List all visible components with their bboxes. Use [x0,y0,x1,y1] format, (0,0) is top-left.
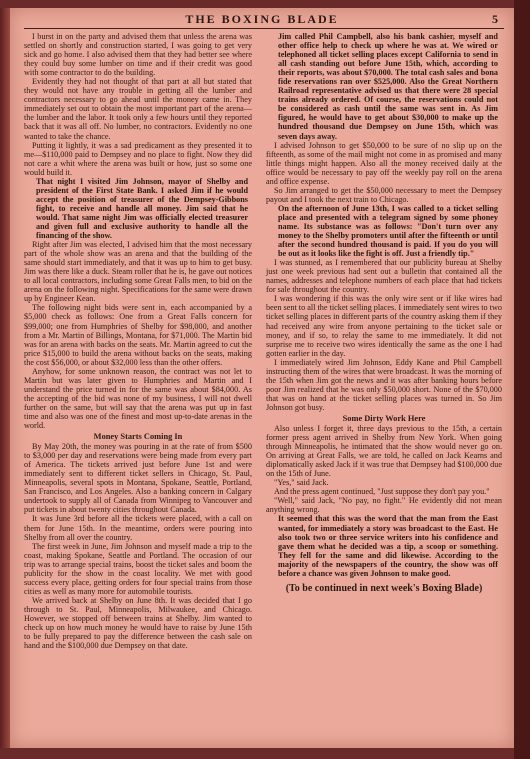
article-paragraph: Right after Jim was elected, I advised him that the most necessary part of the whole show was an arena and that the building of the same should start immediately, and that it was up to him to get busy. Jim was there like a duck. Steam roller that he is, he gave out notices to all local contractors, including some Great Falls men, to bid on the arena on the following night. Specifications for the same were drawn up by Engineer Kean. [24,240,252,304]
article-paragraph: And the press agent continued, "Just suppose they don't pay you." [274,487,490,497]
article-paragraph: I immediately wired Jim Johnson, Eddy Kane and Phil Campbell instructing them of the wires that were broadcast. It was the morning of the 15th when Jim got the news and it was after banking hours before poor Jim realized that he was only $50,000 short. None of the $70,000 that was on hand at the ticket selling places was turned in. So Jim Johnson got busy. [266,357,502,412]
binding-spine [0,8,10,748]
article-paragraph: It seemed that this was the word that the man from the East wanted, for immediately a story was broadcast to the East. He also took two or three service writers into his confidence and gave them what he decided was a tip, a scoop or something. They fell for the same and did likewise. According to the majority of the newspapers of the country, the show was off before a chance was given Johnson to make good. [278,514,498,578]
running-head: THE BOXING BLADE [185,12,339,26]
article-paragraph: That night I visited Jim Johnson, mayor of Shelby and president of the First State Bank. I asked Jim if he would accept the position of treasurer of the Dempsey-Gibbons fight, to receive and handle all money. Jim said that he would. That same night Jim was officially elected treasurer and given full and exclusive authority to handle all the financing of the show. [36,176,248,241]
section-subhead: Money Starts Coming In [93,432,183,442]
article-paragraph: I burst in on the party and advised them that unless the arena was settled on shortly and construction started, I was going to get very sick and go home. I also advised them that they had better see where they could buy some lumber on time and if their credit was good with some contractor to do the building. [24,32,252,78]
continued-note: (To be continued in next week's Boxing Blade) [285,582,483,594]
article-paragraph: The first week in June, Jim Johnson and myself made a trip to the coast, making Spokane, Seattle and Portland. The occasion of our trip was to arrange special trains, boost the ticket sales and boom the publicity for the show in the coast locality. We met with good success every place, getting orders for four special trains from those cities as well as many more for automobile tourists. [24,541,252,596]
article-paragraph: So Jim arranged to get the $50,000 necessary to meet the Dempsey payout and I took the next train to Chicago. [266,185,502,204]
article-paragraph: By May 20th, the money was pouring in at the rate of from $500 to $3,000 per day and reservations were being made from every part of America. The tickets arrived just before June 1st and were immediately sent to different ticket sellers in Chicago, St. Paul, Minneapolis, several spots in Montana, Spokane, Seattle, Portland, San Francisco, and Los Angeles. Also a banking concern in Calgary undertook to supply all of Canada from Winnipeg to Vancouver and put tickets in about twenty cities throughout Canada. [24,442,252,515]
page-number: 5 [492,12,498,26]
article-paragraph: It was June 3rd before all the tickets were placed, with a call on them for June 15th. In the meantime, orders were pouring into Shelby from all over the country. [24,514,252,542]
left-column [24,32,252,650]
article-paragraph: Also unless I forget it, three days previous to the 15th, a certain former press agent arrived in Shelby from New York. When going through Minneapolis, he intimated that the show would never go on. On arriving at Great Falls, we are told, he called on Jack Kearns and diplomatically asked Jack if it was true that Dempsey had $100,000 due on the 15th of June. [266,424,502,479]
article-paragraph: "Yes," said Jack. [274,478,329,488]
article-paragraph: I advised Johnson to get $50,000 to be sure of no slip up on the fifteenth, as some of the mail might not come in as promised and many little things might happen. Also all the money received daily at the office would be necessary to pay off the weekly pay roll on the arena and office expense. [266,140,502,186]
article-paragraph: Evidently they had not thought of that part at all but stated that they would not have any trouble in getting all the lumber and contractors necessary to go ahead until the money came in. They immediately set out to obtain the most important part of the arena—the lumber and the labor. It took only a few hours until they reported back that it was all off. No lumber, no contractors. Evidently no one wanted to take the chance. [24,77,252,141]
article-paragraph: Anyhow, for some unknown reason, the contract was not let to Martin but was later given to Humphries and Martin and I understand the price turned in for the same was about $84,000. As the accepting of the bid was none of my business, I will not dwell further on the same, but will say that the arena was put up in fast time and also was one of the finest and most up-to-date arenas in the world. [24,366,252,431]
article-paragraph: We arrived back at Shelby on June 8th. It was decided that I go through to St. Paul, Minneapolis, Milwaukee, and Chicago. However, we stopped off between trains at Shelby. Jim wanted to check up on how much money he would have to raise by June 15th to be fully prepared to pay the difference between the cash sale on hand and the $100,000 due Dempsey on that date. [24,595,252,651]
next-page-edge [514,0,530,759]
article-paragraph: Putting it lightly, it was a sad predicament as they presented it to me—$110,000 paid to Dempsey and no place to fight. Now they did not care a whit where the arena was built or how, just so some one would build it. [24,140,252,177]
article-paragraph: On the afternoon of June 13th, I was called to a ticket selling place and presented with a telegram signed by some phoney name. Its substance was as follows: "Don't turn over any money to the Shelby promoters until after the fifteenth or until after the second hundred thousand is paid. If you do you will be out as it looks like the fight is off. Just a friendly tip." [278,203,498,259]
article-paragraph: "Well," said Jack, "No pay, no fight." He evidently did not mean anything wrong. [266,496,502,515]
header-rule [24,28,504,29]
article-paragraph: Jim called Phil Campbell, also his bank cashier, myself and other office help to check up where he was at. We wired or telephoned all ticket selling places except California to send in all cash standing out before June 15th, which, according to their reports, was about $70,000. The total cash sales and bona fide reservations ran over $525,000. Also the Great Northern Railroad representative advised us that there were 28 special trains already ordered. Of course, the reservations could not be considered as cash until the same was sent in. As Jim figured, he would have to get about $30,000 to make up the hundred thousand due Dempsey on June 15th, which was seven days away. [278,32,498,141]
article-paragraph: The following night bids were sent in, each accompanied by a $5,000 check as follows: One from a Great Falls concern for $99,000; one from Humphries of Shelby for $98,000, and another from a Mr. Martin of Billings, Montana, for $71,000. The Martin bid was for an arena with backs on the seats. Mr. Martin agreed to cut the price $15,000 to build the arena without backs on the seats, making the cost $56,000, or about $32,000 less than the other offers. [24,303,252,367]
section-subhead: Some Dirty Work Here [342,413,426,423]
magazine-page [10,8,514,748]
article-paragraph: I was wondering if this was the only wire sent or if like wires had been sent to all the ticket selling places. I immediately sent wires to two ticket selling places in different parts of the country asking them if they had received any wire from anyone pertaining to the ticket sale or money, and if so, to relay the same to me immediately. It did not surprise me to receive two wires identically the same as the one I had gotten earlier in the day. [266,294,502,358]
article-paragraph: I was stunned, as I remembered that our publicity bureau at Shelby just one week previous had sent out a bulletin that contained all the names, addresses and telephone numbers of each place that had tickets for sale throughout the country. [266,258,502,295]
right-column [266,32,502,593]
